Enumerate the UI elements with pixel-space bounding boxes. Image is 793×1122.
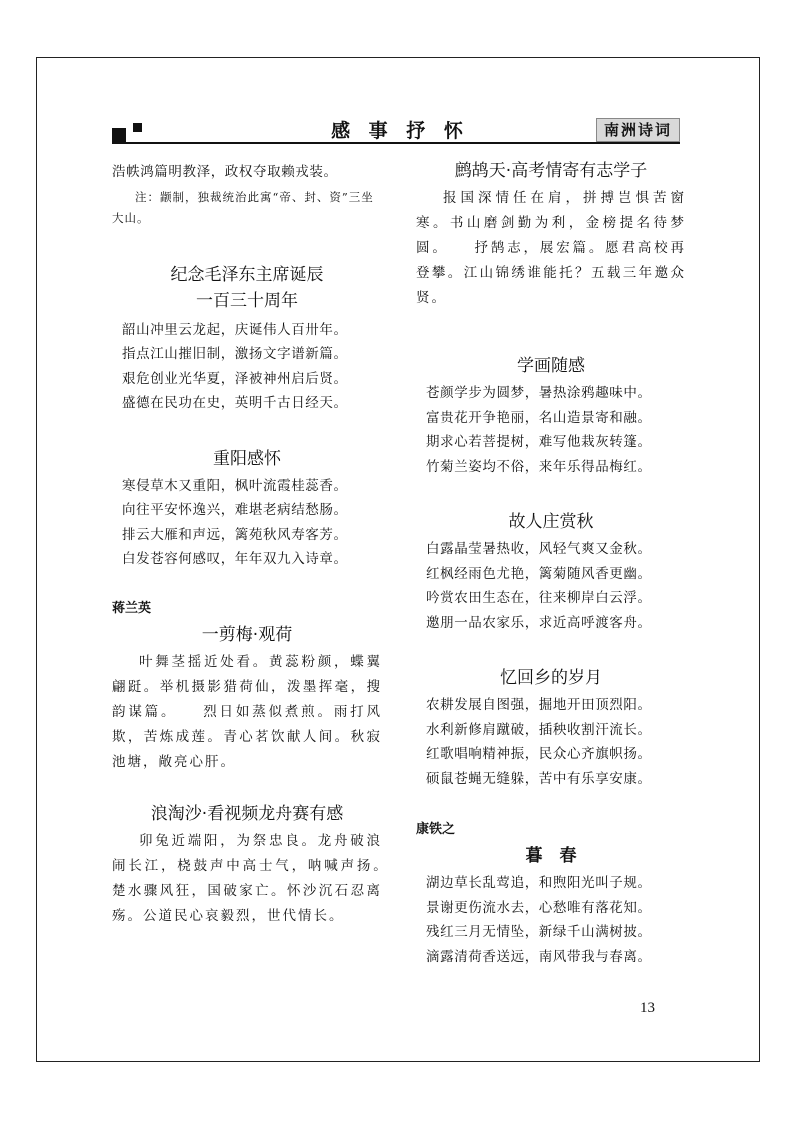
poem-line: 邀朋一品农家乐，求近高呼渡客舟。 <box>426 614 652 631</box>
poem-line: 排云大雁和声远，篱苑秋风寿客芳。 <box>122 526 348 543</box>
poem-line: 滴露清荷香送远，南风带我与春离。 <box>426 948 652 965</box>
poem-zhegu <box>416 158 686 311</box>
poem-title: 一剪梅·观荷 <box>201 624 293 645</box>
poem-line: 水利新修肩蹴破，插秧收割汗流长。 <box>426 721 652 738</box>
poem-line: 白露晶莹暑热收，风轻气爽又金秋。 <box>426 541 652 557</box>
poem-line: 向往平安怀逸兴，难堪老病结愁肠。 <box>122 502 348 518</box>
poem-title: 忆回乡的岁月 <box>500 668 602 688</box>
poem-langtaosha <box>112 801 413 929</box>
poem-line: 指点江山摧旧制，激扬文字谱新篇。 <box>122 346 348 362</box>
poem-title: 暮 春 <box>525 846 577 866</box>
header-square-icon <box>112 128 126 142</box>
poem-mao <box>112 262 382 416</box>
poem-line: 红歌唱响精神振，民众心齐旗帜扬。 <box>426 746 652 762</box>
poem-line: 农耕发展自图强，掘地开田顶烈阳。 <box>426 697 652 713</box>
poem-title: 学画随感 <box>517 356 585 376</box>
poem-guren <box>416 509 686 635</box>
poem-line: 艰危创业光华夏，泽被神州启后贤。 <box>122 370 348 387</box>
poem-line: 景谢更伤流水去，心愁唯有落花知。 <box>426 899 652 916</box>
poem-title: 纪念毛泽东主席诞辰 <box>170 264 324 285</box>
poem-jianmei <box>112 622 382 775</box>
poem-text: 卯兔近端阳，为祭忠良。龙舟破浪闹长江，桡鼓声中高士气，呐喊声扬。 楚水骤风狂，国破家亡。怀沙沉石忍离殇。公道民心哀毅烈，世代情长。 <box>112 832 413 924</box>
poem-muchun <box>416 843 686 969</box>
poem-line: 苍颜学步为圆梦，暑热涂鸦趣味中。 <box>426 385 652 401</box>
poem-line: 红枫经雨色尤艳，篱菊随风香更幽。 <box>426 565 652 582</box>
poem-text: 报国深情任在肩，拼搏岂惧苦窗寒。书山磨剑勤为利，金榜提名待梦圆。 抒鹄志，展宏篇。愿君高校再登攀。江山锦绣谁能托？五载三年邀众贤。 <box>416 190 686 306</box>
poem-line: 富贵花开争艳丽，名山造景寄和融。 <box>426 409 652 426</box>
poem-title: 重阳感怀 <box>213 448 281 469</box>
poem-author: 蒋兰英 <box>112 600 152 616</box>
poem-text: 叶舞茎摇近处看。黄蕊粉颜，蝶翼翩跹。举机摄影猎荷仙，泼墨挥毫，搜韵谋篇。 烈日如蒸似煮煎。雨打风欺，苦炼成莲。青心茗饮献人间。秋寂池塘，敞亮心肝。 <box>112 653 382 770</box>
poem-line: 硕鼠苍蝇无缝躲，苦中有乐享安康。 <box>426 770 652 787</box>
poem-line: 韶山冲里云龙起，庆诞伟人百卅年。 <box>122 321 348 338</box>
poem-note: 注：颛制，独裁统治此寓“帝、封、资”三坐大山。 <box>112 189 374 225</box>
poem-line: 吟赏农田生态在，往来柳岸白云浮。 <box>426 590 652 606</box>
poem-title: 一百三十周年 <box>196 290 298 311</box>
poem-line: 湖边草长乱莺追，和煦阳光叫子规。 <box>426 875 652 891</box>
poem-yihuixiang <box>416 665 686 791</box>
poem-line: 盛德在民功在史，英明千古日经天。 <box>122 395 348 411</box>
poem-line: 白发苍容何感叹，年年双九入诗章。 <box>122 551 348 567</box>
poem-line: 竹菊兰姿均不俗，来年乐得品梅红。 <box>426 458 652 475</box>
poem-chongyang <box>112 446 382 572</box>
poem-title: 浪淘沙·看视频龙舟赛有感 <box>150 803 344 824</box>
magazine-badge: 南洲诗词 <box>596 118 680 142</box>
poem-line: 寒侵草木又重阳，枫叶流霞桂蕊香。 <box>122 477 348 494</box>
right-column <box>416 152 686 969</box>
poem-line: 浩帙鸿篇明教泽，政权夺取赖戎装。 <box>112 164 338 180</box>
poem-xuehua <box>416 353 686 479</box>
page-number: 13 <box>640 1000 655 1016</box>
poem-line: 残红三月无情坠，新绿千山满树披。 <box>426 924 652 940</box>
poem-line: 期求心若菩提树，难写他栽灰转篷。 <box>426 434 652 450</box>
left-column <box>112 152 413 929</box>
header-square-small-icon <box>133 123 142 132</box>
poem-title: 鹧鸪天·高考情寄有志学子 <box>454 161 648 181</box>
poem-author: 康铁之 <box>416 822 456 837</box>
poem-title: 故人庄赏秋 <box>508 512 594 532</box>
section-title: 感 事 抒 怀 <box>331 120 469 142</box>
